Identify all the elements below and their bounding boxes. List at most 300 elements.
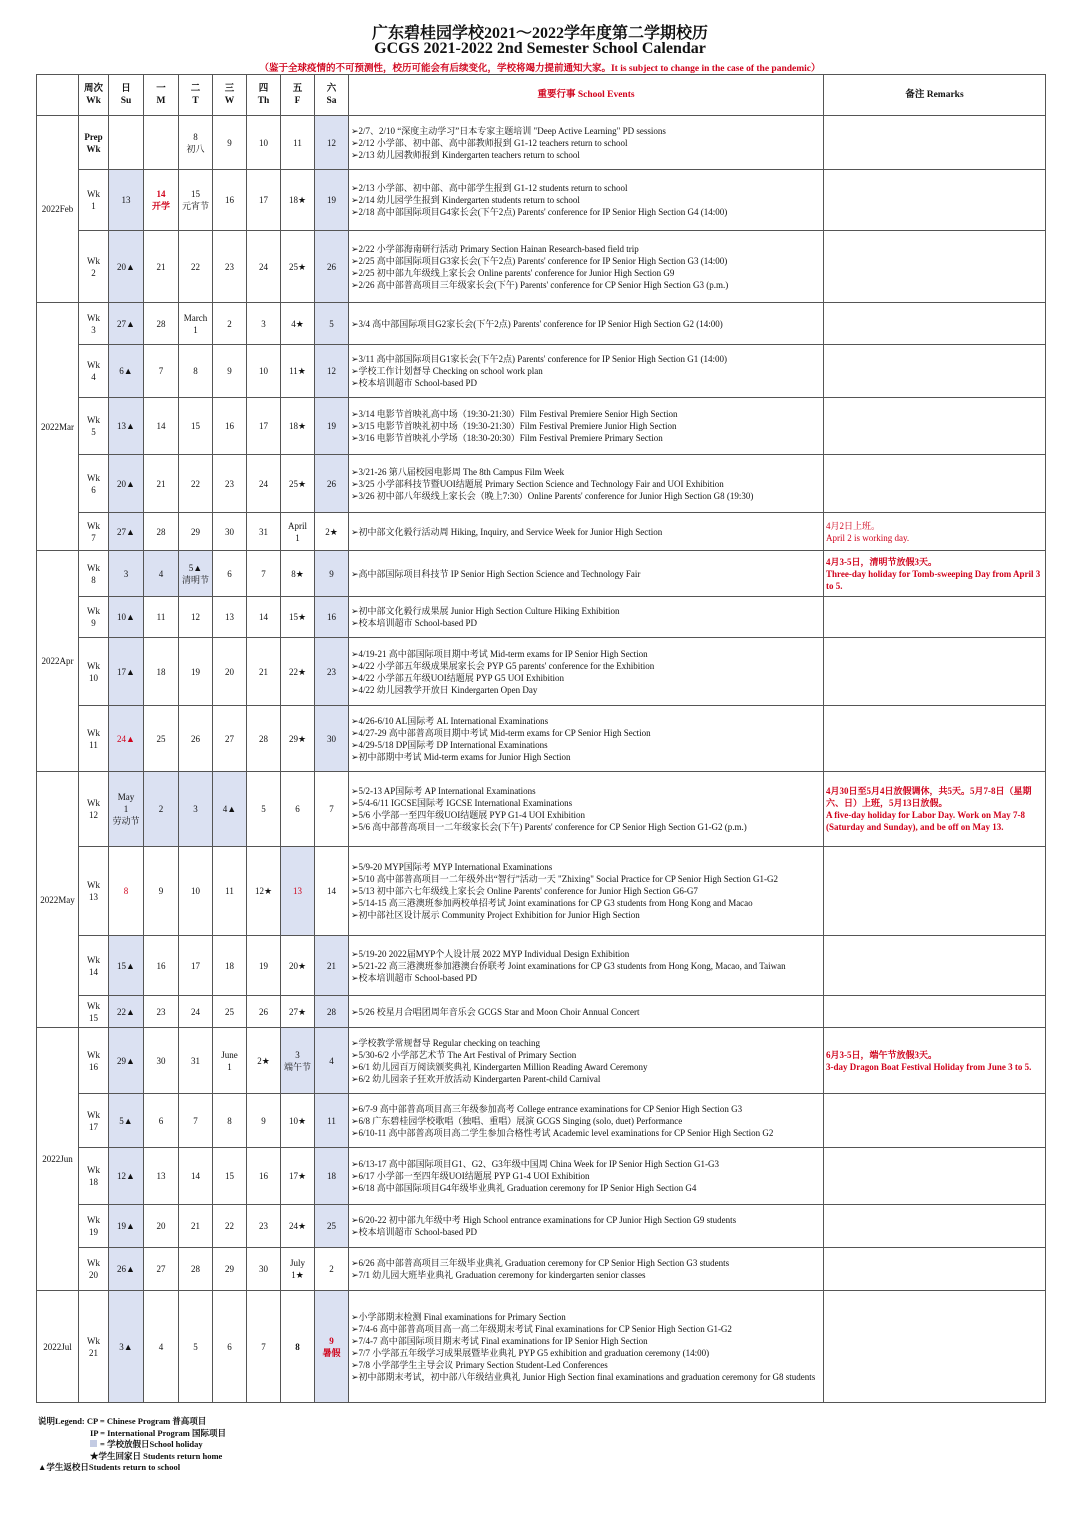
- remark-text: April 2 is working day.: [826, 532, 910, 543]
- day-cell: 16: [315, 597, 349, 638]
- day-cell: 18★: [281, 170, 315, 231]
- event-item: ➢初中部文化毅行活动周 Hiking, Inquiry, and Service Week for Junior High Section: [351, 526, 663, 537]
- events-cell: [349, 398, 824, 455]
- remarks-header: 备注 Remarks: [824, 75, 1046, 116]
- events-cell: [349, 772, 824, 847]
- day-cell: 28: [247, 706, 281, 772]
- event-item: ➢5/4-6/11 IGCSE国际考 IGCSE International Examinations: [351, 798, 573, 808]
- day-cell: 5▲ 清明节: [179, 551, 213, 597]
- day-cell: 29: [179, 513, 213, 551]
- event-item: ➢4/22 小学部五年级UOI结题展 PYP G5 UOI Exhibition: [351, 672, 564, 683]
- day-cell: 26: [247, 996, 281, 1028]
- day-cell: 8: [109, 847, 144, 936]
- week-number: Wk 21: [79, 1291, 109, 1403]
- pandemic-notice: （鉴于全球疫情的不可预测性，校历可能会有后续变化，学校将竭力提前通知大家。It is subject to change in the case of the pandemic）: [259, 64, 821, 74]
- day-cell: 18: [315, 1148, 349, 1205]
- events-cell: [349, 936, 824, 996]
- event-item: ➢校本培训超市 School-based PD: [351, 1227, 478, 1237]
- event-item: ➢5/26 校星月合唱团周年音乐会 GCGS Star and Moon Choir Annual Concert: [351, 1006, 640, 1017]
- day-cell: [109, 116, 144, 170]
- day-cell: 8: [281, 1291, 315, 1403]
- day-cell: 7: [247, 1291, 281, 1403]
- event-item: ➢6/20-22 初中部九年级中考 High School entrance examinations for CP Junior High Section G9 students: [351, 1215, 737, 1225]
- remarks-cell: [824, 597, 1046, 638]
- day-cell: 13: [109, 170, 144, 231]
- event-item: ➢4/27-29 高中部普高项目期中考试 Mid-term exams for CP Senior High Section: [351, 727, 651, 738]
- title-english: GCGS 2021-2022 2nd Semester School Calendar: [374, 40, 706, 57]
- day-cell: 14: [247, 597, 281, 638]
- day-cell: 13: [213, 597, 247, 638]
- week-row: [37, 345, 1046, 398]
- day-cell: 7: [315, 772, 349, 847]
- week-number: Wk 15: [79, 996, 109, 1028]
- week-number: Wk 12: [79, 772, 109, 847]
- day-cell: 19: [315, 170, 349, 231]
- day-cell: 27▲: [109, 513, 144, 551]
- day-cell: 20▲: [109, 231, 144, 303]
- week-row: [37, 638, 1046, 706]
- events-cell: [349, 1291, 824, 1403]
- day-cell: 25: [315, 1205, 349, 1248]
- day-cell: 27: [213, 706, 247, 772]
- day-cell: 5: [247, 772, 281, 847]
- event-item: ➢高中部国际项目科技节 IP Senior High Section Science and Technology Fair: [351, 568, 641, 579]
- week-row: [37, 513, 1046, 551]
- day-cell: 28: [144, 303, 179, 345]
- day-cell: 10★: [281, 1094, 315, 1148]
- week-row: [37, 170, 1046, 231]
- day-cell: 5: [179, 1291, 213, 1403]
- day-header-thu: 四 Th: [247, 75, 281, 116]
- day-cell: 21: [247, 638, 281, 706]
- remarks-cell: [824, 1148, 1046, 1205]
- events-cell: [349, 303, 824, 345]
- week-number: Wk 16: [79, 1028, 109, 1094]
- day-cell: 26▲: [109, 1248, 144, 1291]
- day-cell: 19: [247, 936, 281, 996]
- day-cell: 22★: [281, 638, 315, 706]
- events-cell: [349, 345, 824, 398]
- day-cell: 26: [179, 706, 213, 772]
- day-cell: 25★: [281, 231, 315, 303]
- legend-return-home: ★学生回家日 Students return home: [90, 1450, 223, 1461]
- day-cell: 21: [315, 936, 349, 996]
- event-item: ➢4/19-21 高中部国际项目期中考试 Mid-term exams for IP Senior High Section: [351, 648, 648, 659]
- week-row: [37, 936, 1046, 996]
- legend-cp: 说明Legend: CP = Chinese Program 普高项目: [38, 1416, 207, 1426]
- events-cell: [349, 551, 824, 597]
- day-cell: 31: [247, 513, 281, 551]
- day-cell: [144, 116, 179, 170]
- week-number: Wk 4: [79, 345, 109, 398]
- event-item: ➢5/19-20 2022届MYP个人设计展 2022 MYP Individual Design Exhibition: [351, 948, 630, 959]
- day-cell: 12: [179, 597, 213, 638]
- remarks-cell: [824, 1248, 1046, 1291]
- day-cell: 16: [213, 170, 247, 231]
- events-cell: [349, 638, 824, 706]
- remark-text: 6月3-5日，端午节放假3天。: [826, 1049, 937, 1060]
- event-item: ➢2/13 小学部、初中部、高中部学生报到 G1-12 students return to school: [351, 183, 628, 193]
- day-cell: 2: [213, 303, 247, 345]
- day-cell: 18: [213, 936, 247, 996]
- day-cell: 31: [179, 1028, 213, 1094]
- event-item: ➢6/13-17 高中部国际项目G1、G2、G3年级中国周 China Week for IP Senior High Section G1-G3: [351, 1159, 720, 1169]
- day-cell: 3: [179, 772, 213, 847]
- legend: [38, 1416, 226, 1474]
- events-cell: [349, 847, 824, 936]
- day-cell: 14: [315, 847, 349, 936]
- remarks-cell: [824, 706, 1046, 772]
- week-row: [37, 551, 1046, 597]
- week-row: [37, 1028, 1046, 1094]
- event-item: ➢4/26-6/10 AL国际考 AL International Examinations: [351, 715, 549, 726]
- day-cell: 18: [144, 638, 179, 706]
- event-item: ➢5/2-13 AP国际考 AP International Examinations: [351, 786, 536, 796]
- event-item: ➢3/11 高中部国际项目G1家长会(下午2点) Parents' conference for IP Senior High Section G1 (14:00): [351, 354, 727, 364]
- day-cell: 3: [109, 551, 144, 597]
- day-cell: 26: [315, 231, 349, 303]
- day-cell: 17★: [281, 1148, 315, 1205]
- day-cell: 7: [144, 345, 179, 398]
- event-item: ➢初中部期中考试 Mid-term exams for Junior High Section: [351, 751, 571, 762]
- day-cell: 3: [247, 303, 281, 345]
- event-item: ➢2/22 小学部海南研行活动 Primary Section Hainan Research-based field trip: [351, 243, 639, 254]
- day-cell: 12▲: [109, 1148, 144, 1205]
- day-cell: 13: [144, 1148, 179, 1205]
- event-item: ➢2/18 高中部国际项目G4家长会(下午2点) Parents' conference for IP Senior High Section G4 (14:00): [351, 207, 728, 217]
- day-cell: 29: [213, 1248, 247, 1291]
- calendar-body: [37, 116, 1046, 1403]
- remarks-cell: [824, 303, 1046, 345]
- day-cell: 15 元宵节: [179, 170, 213, 231]
- day-cell: May 1 劳动节: [109, 772, 144, 847]
- day-cell: 24★: [281, 1205, 315, 1248]
- day-cell: 20★: [281, 936, 315, 996]
- week-row: [37, 231, 1046, 303]
- event-item: ➢2/12 小学部、初中部、高中部教师报到 G1-12 teachers return to school: [351, 137, 628, 148]
- event-item: ➢3/21-26 第八届校园电影周 The 8th Campus Film Week: [351, 466, 565, 477]
- event-item: ➢6/18 高中部国际项目G4年级毕业典礼 Graduation ceremony for IP Senior High Section G4: [351, 1183, 697, 1193]
- events-cell: [349, 1248, 824, 1291]
- remarks-cell: [824, 936, 1046, 996]
- event-item: ➢2/13 幼儿园教师报到 Kindergarten teachers return to school: [351, 149, 580, 160]
- week-row: [37, 455, 1046, 513]
- day-cell: 19▲: [109, 1205, 144, 1248]
- event-item: ➢校本培训超市 School-based PD: [351, 972, 478, 983]
- week-number: Wk 17: [79, 1094, 109, 1148]
- day-cell: 8: [179, 345, 213, 398]
- week-row: [37, 1248, 1046, 1291]
- day-cell: June 1: [213, 1028, 247, 1094]
- day-cell: 20▲: [109, 455, 144, 513]
- event-item: ➢7/8 小学部学生主导会议 Primary Section Student-Led Conferences: [351, 1359, 608, 1370]
- day-cell: 21: [144, 231, 179, 303]
- month-label: 2022Mar: [37, 303, 79, 551]
- month-label: 2022Jun: [37, 1028, 79, 1291]
- day-cell: 18★: [281, 398, 315, 455]
- day-cell: 11: [144, 597, 179, 638]
- day-cell: July 1★: [281, 1248, 315, 1291]
- day-cell: 9: [144, 847, 179, 936]
- week-number: Wk 1: [79, 170, 109, 231]
- day-header-mon: 一 M: [144, 75, 179, 116]
- remarks-cell: [824, 1094, 1046, 1148]
- week-row: [37, 1148, 1046, 1205]
- day-cell: 25★: [281, 455, 315, 513]
- day-cell: 22: [179, 455, 213, 513]
- event-item: ➢5/13 初中部六七年级线上家长会 Online Parents' conference for Junior High Section G6-G7: [351, 886, 698, 896]
- event-item: ➢6/10-11 高中部普高项目高二学生参加合格性考试 Academic level examinations for CP Senior High Section G2: [351, 1127, 774, 1138]
- remark-text: 4月3-5日，清明节放假3天。: [826, 556, 937, 567]
- day-cell: 20: [213, 638, 247, 706]
- day-cell: 15: [213, 1148, 247, 1205]
- day-cell: 29★: [281, 706, 315, 772]
- month-label: 2022Jul: [37, 1291, 79, 1403]
- day-cell: 26: [315, 455, 349, 513]
- month-label: 2022Apr: [37, 551, 79, 772]
- day-cell: 19: [315, 398, 349, 455]
- event-item: ➢校本培训超市 School-based PD: [351, 618, 478, 628]
- week-number: Wk 7: [79, 513, 109, 551]
- day-cell: 2★: [247, 1028, 281, 1094]
- day-cell: 22: [179, 231, 213, 303]
- day-cell: 10▲: [109, 597, 144, 638]
- day-cell: 2★: [315, 513, 349, 551]
- week-row: [37, 116, 1046, 170]
- day-cell: 13: [281, 847, 315, 936]
- event-item: ➢6/7-9 高中部普高项目高三年级参加高考 College entrance examinations for CP Senior High Section G3: [351, 1103, 743, 1114]
- event-item: ➢5/6 小学部一至四年级UOI结题展 PYP G1-4 UOI Exhibition: [351, 810, 585, 820]
- event-item: ➢初中部社区设计展示 Community Project Exhibition for Junior High Section: [351, 910, 640, 920]
- day-cell: 30: [213, 513, 247, 551]
- day-cell: 6: [213, 1291, 247, 1403]
- day-cell: 6▲: [109, 345, 144, 398]
- event-item: ➢2/14 幼儿园学生报到 Kindergarten students return to school: [351, 195, 580, 205]
- event-item: ➢4/22 小学部五年级成果展家长会 PYP G5 parents' conference for the Exhibition: [351, 660, 655, 671]
- day-cell: 14: [144, 398, 179, 455]
- day-cell: 9: [315, 551, 349, 597]
- day-cell: 16: [144, 936, 179, 996]
- day-cell: 23: [247, 1205, 281, 1248]
- day-cell: 25: [213, 996, 247, 1028]
- events-cell: [349, 231, 824, 303]
- month-header: [37, 75, 79, 116]
- day-cell: 17: [247, 398, 281, 455]
- day-cell: 23: [213, 231, 247, 303]
- day-cell: 15★: [281, 597, 315, 638]
- day-cell: 28: [315, 996, 349, 1028]
- events-cell: [349, 1094, 824, 1148]
- week-row: [37, 303, 1046, 345]
- day-cell: 23: [315, 638, 349, 706]
- remarks-cell: [824, 513, 1046, 551]
- day-cell: 28: [144, 513, 179, 551]
- day-cell: 29▲: [109, 1028, 144, 1094]
- remarks-cell: [824, 345, 1046, 398]
- day-cell: 12: [315, 116, 349, 170]
- day-cell: 11: [213, 847, 247, 936]
- event-item: ➢3/15 电影节首映礼初中场（19:30-21:30）Film Festival Premiere Junior High Section: [351, 421, 677, 431]
- day-cell: 8: [213, 1094, 247, 1148]
- week-row: [37, 398, 1046, 455]
- remark-text: 4月30日至5月4日放假调休，共5天。5月7-8日（星期六、日）上班，5月13日放假。: [826, 786, 1032, 808]
- week-row: [37, 996, 1046, 1028]
- week-number: Wk 10: [79, 638, 109, 706]
- day-cell: 11: [281, 116, 315, 170]
- day-cell: 9: [247, 1094, 281, 1148]
- month-label: 2022Feb: [37, 116, 79, 303]
- event-item: ➢小学部期末检测 Final examinations for Primary Section: [351, 1311, 566, 1322]
- event-item: ➢3/14 电影节首映礼高中场（19:30-21:30）Film Festival Premiere Senior High Section: [351, 409, 678, 419]
- day-cell: 8 初八: [179, 116, 213, 170]
- day-cell: 23: [144, 996, 179, 1028]
- event-item: ➢7/4-7 高中部国际项目期末考试 Final examinations for IP Senior High Section: [351, 1335, 648, 1346]
- day-cell: 4★: [281, 303, 315, 345]
- events-cell: [349, 597, 824, 638]
- remarks-cell: [824, 996, 1046, 1028]
- event-item: ➢2/25 高中部国际项目G3家长会(下午2点) Parents' conference for IP Senior High Section G3 (14:00): [351, 255, 728, 266]
- day-cell: 11: [315, 1094, 349, 1148]
- week-number: Wk 9: [79, 597, 109, 638]
- remark-text: A five-day holiday for Labor Day. Work on May 7-8 (Saturday and Sunday), and be off on May 13.: [826, 810, 1026, 832]
- legend-return-school: ▲学生返校日Students return to school: [38, 1462, 181, 1472]
- day-cell: 9 暑假: [315, 1291, 349, 1403]
- events-cell: [349, 1148, 824, 1205]
- remarks-cell: [824, 772, 1046, 847]
- day-cell: March 1: [179, 303, 213, 345]
- event-item: ➢5/6 高中部普高项目一二年级家长会(下午) Parents' conference for CP Senior High Section G1-G2 (p.m.): [351, 822, 747, 832]
- day-cell: 3▲: [109, 1291, 144, 1403]
- event-item: ➢6/8 广东碧桂园学校歌唱（独唱、重唱）展演 GCGS Singing (solo, duet) Performance: [351, 1115, 683, 1126]
- day-cell: 22▲: [109, 996, 144, 1028]
- week-row: [37, 1205, 1046, 1248]
- event-item: ➢5/14-15 高三港澳班参加两校单招考试 Joint examinations for CP G3 students from Hong Kong and Macao: [351, 898, 753, 908]
- day-cell: 16: [213, 398, 247, 455]
- event-item: ➢4/22 幼儿园教学开放日 Kindergarten Open Day: [351, 684, 538, 695]
- day-cell: 6: [144, 1094, 179, 1148]
- event-item: ➢2/7、2/10 “深度主动学习”日本专家主题培训 "Deep Active Learning" PD sessions: [351, 125, 666, 136]
- day-cell: 17: [179, 936, 213, 996]
- event-item: ➢6/2 幼儿园亲子狂欢开放活动 Kindergarten Parent-child Carnival: [351, 1073, 601, 1084]
- day-cell: 28: [179, 1248, 213, 1291]
- week-row: [37, 1291, 1046, 1403]
- day-cell: 25: [144, 706, 179, 772]
- event-item: ➢初中部期末考试，初中部八年级结业典礼 Junior High Section final examinations and graduation ceremony for G8 students: [351, 1371, 816, 1382]
- event-item: ➢7/4-6 高中部普高项目高一高二年级期末考试 Final examinations for CP Senior High Section G1-G2: [351, 1323, 732, 1334]
- remarks-cell: [824, 116, 1046, 170]
- day-cell: 5▲: [109, 1094, 144, 1148]
- calendar-table: [36, 74, 1046, 1403]
- day-cell: 23: [213, 455, 247, 513]
- remarks-cell: [824, 231, 1046, 303]
- event-item: ➢7/1 幼儿园大班毕业典礼 Graduation ceremony for kindergarten senior classes: [351, 1270, 646, 1280]
- week-row: [37, 597, 1046, 638]
- holiday-swatch: [90, 1440, 97, 1447]
- remarks-cell: [824, 1291, 1046, 1403]
- day-cell: 30: [315, 706, 349, 772]
- day-cell: 17: [247, 170, 281, 231]
- week-number: Wk 2: [79, 231, 109, 303]
- day-cell: 22: [213, 1205, 247, 1248]
- event-item: ➢7/7 小学部五年级学习成果展暨毕业典礼 PYP G5 exhibition and graduation ceremony (14:00): [351, 1347, 710, 1358]
- day-cell: 24: [247, 231, 281, 303]
- day-cell: 10: [179, 847, 213, 936]
- week-number: Wk 8: [79, 551, 109, 597]
- remarks-cell: [824, 398, 1046, 455]
- day-cell: 10: [247, 345, 281, 398]
- event-item: ➢3/4 高中部国际项目G2家长会(下午2点) Parents' conference for IP Senior High Section G2 (14:00): [351, 318, 723, 329]
- week-number: Wk 5: [79, 398, 109, 455]
- day-cell: 2: [144, 772, 179, 847]
- remarks-cell: [824, 1028, 1046, 1094]
- events-cell: [349, 170, 824, 231]
- event-item: ➢6/26 高中部普高项目三年级毕业典礼 Graduation ceremony for CP Senior High Section G3 students: [351, 1258, 730, 1268]
- week-number: Wk 11: [79, 706, 109, 772]
- day-cell: 16: [247, 1148, 281, 1205]
- day-cell: 27: [144, 1248, 179, 1291]
- events-cell: [349, 706, 824, 772]
- day-cell: 12: [315, 345, 349, 398]
- week-number: Wk 19: [79, 1205, 109, 1248]
- events-header: 重要行事 School Events: [349, 75, 824, 116]
- header-row: [37, 75, 1046, 116]
- event-item: ➢学校教学常规督导 Regular checking on teaching: [351, 1037, 541, 1048]
- remarks-cell: [824, 551, 1046, 597]
- day-cell: 17▲: [109, 638, 144, 706]
- day-cell: 4: [144, 551, 179, 597]
- event-item: ➢5/9-20 MYP国际考 MYP International Examinations: [351, 862, 553, 872]
- day-header-sat: 六 Sa: [315, 75, 349, 116]
- day-cell: 4: [144, 1291, 179, 1403]
- week-number: Wk 6: [79, 455, 109, 513]
- day-cell: 27★: [281, 996, 315, 1028]
- event-item: ➢5/30-6/2 小学部艺术节 The Art Festival of Primary Section: [351, 1049, 577, 1060]
- day-cell: 7: [179, 1094, 213, 1148]
- remarks-cell: [824, 455, 1046, 513]
- event-item: ➢6/17 小学部一至四年级UOI结题展 PYP G1-4 UOI Exhibition: [351, 1171, 590, 1181]
- events-cell: [349, 996, 824, 1028]
- day-cell: 9: [213, 345, 247, 398]
- day-cell: 3 端午节: [281, 1028, 315, 1094]
- day-cell: 11★: [281, 345, 315, 398]
- day-cell: 27▲: [109, 303, 144, 345]
- week-number: Wk 3: [79, 303, 109, 345]
- day-header-fri: 五 F: [281, 75, 315, 116]
- remarks-cell: [824, 170, 1046, 231]
- day-cell: 14 开学: [144, 170, 179, 231]
- events-cell: [349, 1028, 824, 1094]
- week-row: [37, 772, 1046, 847]
- week-number: Prep Wk: [79, 116, 109, 170]
- day-cell: 30: [144, 1028, 179, 1094]
- day-cell: 24▲: [109, 706, 144, 772]
- events-cell: [349, 513, 824, 551]
- day-cell: 4: [315, 1028, 349, 1094]
- day-cell: 24: [179, 996, 213, 1028]
- events-cell: [349, 455, 824, 513]
- day-header-sun: 日 Su: [109, 75, 144, 116]
- event-item: ➢4/29-5/18 DP国际考 DP International Examinations: [351, 739, 548, 750]
- title-chinese: 广东碧桂园学校2021～2022学年度第二学期校历: [371, 25, 708, 42]
- day-cell: 21: [179, 1205, 213, 1248]
- remark-text: 3-day Dragon Boat Festival Holiday from June 3 to 5.: [826, 1061, 1032, 1072]
- day-cell: 5: [315, 303, 349, 345]
- week-number: Wk 18: [79, 1148, 109, 1205]
- remark-text: Three-day holiday for Tomb-sweeping Day from April 3 to 5.: [826, 568, 1041, 591]
- day-header-tue: 二 T: [179, 75, 213, 116]
- week-row: [37, 1094, 1046, 1148]
- day-cell: 10: [247, 116, 281, 170]
